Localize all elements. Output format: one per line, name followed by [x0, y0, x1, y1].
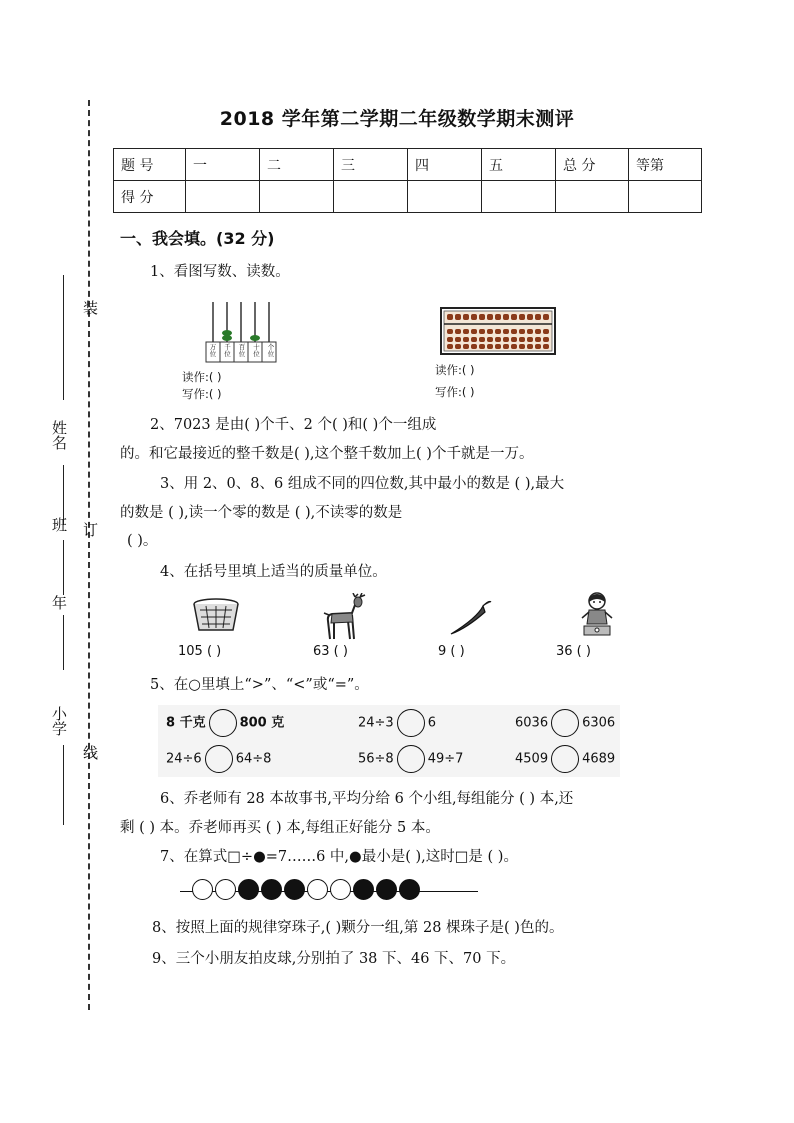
black-bead: [376, 879, 397, 900]
class-blank-line[interactable]: [63, 465, 64, 525]
question-5: 5、在○里填上“>”、“<”或“=”。: [150, 677, 369, 693]
score-table-score-row: [114, 181, 702, 213]
compare-item: [515, 745, 615, 773]
school-blank-line[interactable]: [63, 745, 64, 825]
write-answer-1[interactable]: 写作:( ): [182, 387, 222, 401]
compare-item: [166, 709, 284, 737]
school-label: 小学: [50, 706, 68, 736]
compare-circle[interactable]: [551, 745, 579, 773]
compare-circle[interactable]: [209, 709, 237, 737]
basket-image: [192, 598, 240, 638]
deer-icon: [322, 593, 372, 641]
score-table: [113, 148, 702, 213]
compare-right: 64÷8: [235, 751, 272, 767]
question-4: 4、在括号里填上适当的质量单位。: [160, 564, 387, 580]
mass-answer-4[interactable]: 36 ( ): [556, 644, 591, 659]
abacus-labels: [207, 344, 277, 358]
grade-blank-line[interactable]: [63, 540, 64, 595]
score-cell: 四: [408, 149, 482, 181]
compare-left: 56÷8: [358, 751, 394, 767]
compare-item: [358, 709, 436, 737]
binding-dashed-line: [88, 100, 90, 1010]
place-label: 十位: [253, 343, 260, 358]
margin-zhuang: 装: [81, 300, 99, 315]
mass-answer-1[interactable]: 105 ( ): [178, 644, 222, 659]
black-bead: [238, 879, 259, 900]
margin-xian: 线: [81, 745, 99, 760]
black-bead: [284, 879, 305, 900]
question-1: 1、看图写数、读数。: [150, 264, 290, 280]
margin-ding: 订: [81, 522, 99, 537]
mass-answer-3[interactable]: 9 ( ): [438, 644, 465, 659]
page-title: 2018 学年第二学期二年级数学期末测评: [219, 108, 575, 130]
question-6-line-2: 剩 ( ) 本。乔老师再买 ( ) 本,每组正好能分 5 本。: [120, 820, 440, 836]
question-3-line-3: ( )。: [127, 533, 158, 549]
white-bead: [215, 879, 236, 900]
score-cell: 五: [482, 149, 556, 181]
compare-circle[interactable]: [397, 709, 425, 737]
basket-icon: [192, 598, 240, 634]
bead-row: [192, 879, 422, 900]
abacus-icon: [440, 307, 556, 355]
class-label: 班: [50, 517, 68, 532]
compare-left: 6036: [515, 715, 549, 731]
child-scale-icon: [578, 592, 618, 638]
read-answer-2[interactable]: 读作:( ): [435, 363, 475, 377]
black-bead: [261, 879, 282, 900]
black-bead: [353, 879, 374, 900]
mass-answer-2[interactable]: 63 ( ): [313, 644, 348, 659]
question-3-line-1: 3、用 2、0、8、6 组成不同的四位数,其中最小的数是 ( ),最大: [160, 476, 565, 492]
bead-string: [180, 879, 480, 903]
compare-item: [515, 709, 615, 737]
name-blank-line[interactable]: [63, 275, 64, 400]
score-cell: 等第: [629, 149, 702, 181]
score-input-cell[interactable]: [408, 181, 482, 213]
score-input-cell[interactable]: [629, 181, 702, 213]
compare-item: [166, 745, 271, 773]
grade-label: 年: [50, 595, 68, 610]
compare-circle[interactable]: [397, 745, 425, 773]
compare-circle[interactable]: [551, 709, 579, 737]
name-label: 姓名: [50, 420, 68, 450]
score-cell: 得 分: [114, 181, 186, 213]
question-6-line-1: 6、乔老师有 28 本故事书,平均分给 6 个小组,每组能分 ( ) 本,还: [160, 791, 574, 807]
score-cell: 总 分: [556, 149, 629, 181]
compare-item: [358, 745, 463, 773]
place-label: 万位: [209, 343, 217, 358]
place-label: 百位: [238, 343, 246, 358]
white-bead: [307, 879, 328, 900]
pepper-icon: [447, 598, 493, 638]
read-answer-1[interactable]: 读作:( ): [182, 370, 222, 384]
compare-right: 6306: [582, 715, 616, 731]
compare-right: 800 克: [239, 715, 285, 731]
pepper-image: [447, 598, 493, 642]
place-label: 个位: [267, 343, 275, 358]
score-input-cell[interactable]: [482, 181, 556, 213]
score-cell: 三: [334, 149, 408, 181]
question-2-line-1: 2、7023 是由( )个千、2 个( )和( )个一组成: [150, 417, 437, 433]
compare-circle[interactable]: [205, 745, 233, 773]
score-input-cell[interactable]: [186, 181, 260, 213]
score-input-cell[interactable]: [260, 181, 334, 213]
score-table-header-row: [114, 149, 702, 181]
question-2-line-2: 的。和它最接近的整千数是( ),这个整千数加上( )个千就是一万。: [120, 446, 534, 462]
compare-left: 8 千克: [166, 715, 206, 731]
compare-left: 4509: [515, 751, 549, 767]
compare-right: 4689: [582, 751, 616, 767]
abacus-image: [440, 307, 556, 355]
compare-right: 6: [427, 715, 436, 731]
question-8: 8、按照上面的规律穿珠子,( )颗分一组,第 28 棵珠子是( )色的。: [152, 920, 564, 936]
compare-right: 49÷7: [427, 751, 464, 767]
score-input-cell[interactable]: [556, 181, 629, 213]
white-bead: [192, 879, 213, 900]
score-input-cell[interactable]: [334, 181, 408, 213]
compare-left: 24÷6: [166, 751, 202, 767]
question-7: 7、在算式□÷●=7……6 中,●最小是( ),这时□是 ( )。: [160, 849, 518, 865]
place-label: 千位: [224, 343, 231, 358]
score-cell: 题 号: [114, 149, 186, 181]
grade-blank-line-2[interactable]: [63, 615, 64, 670]
write-answer-2[interactable]: 写作:( ): [435, 385, 475, 399]
black-bead: [399, 879, 420, 900]
compare-left: 24÷3: [358, 715, 394, 731]
score-cell: 一: [186, 149, 260, 181]
question-9: 9、三个小朋友拍皮球,分别拍了 38 下、46 下、70 下。: [152, 951, 516, 967]
score-cell: 二: [260, 149, 334, 181]
child-on-scale-image: [578, 592, 618, 642]
question-3-line-2: 的数是 ( ),读一个零的数是 ( ),不读零的数是: [120, 505, 403, 521]
deer-image: [322, 593, 372, 645]
white-bead: [330, 879, 351, 900]
compare-box: [158, 705, 620, 777]
section-heading: 一、我会填。(32 分): [120, 229, 275, 248]
